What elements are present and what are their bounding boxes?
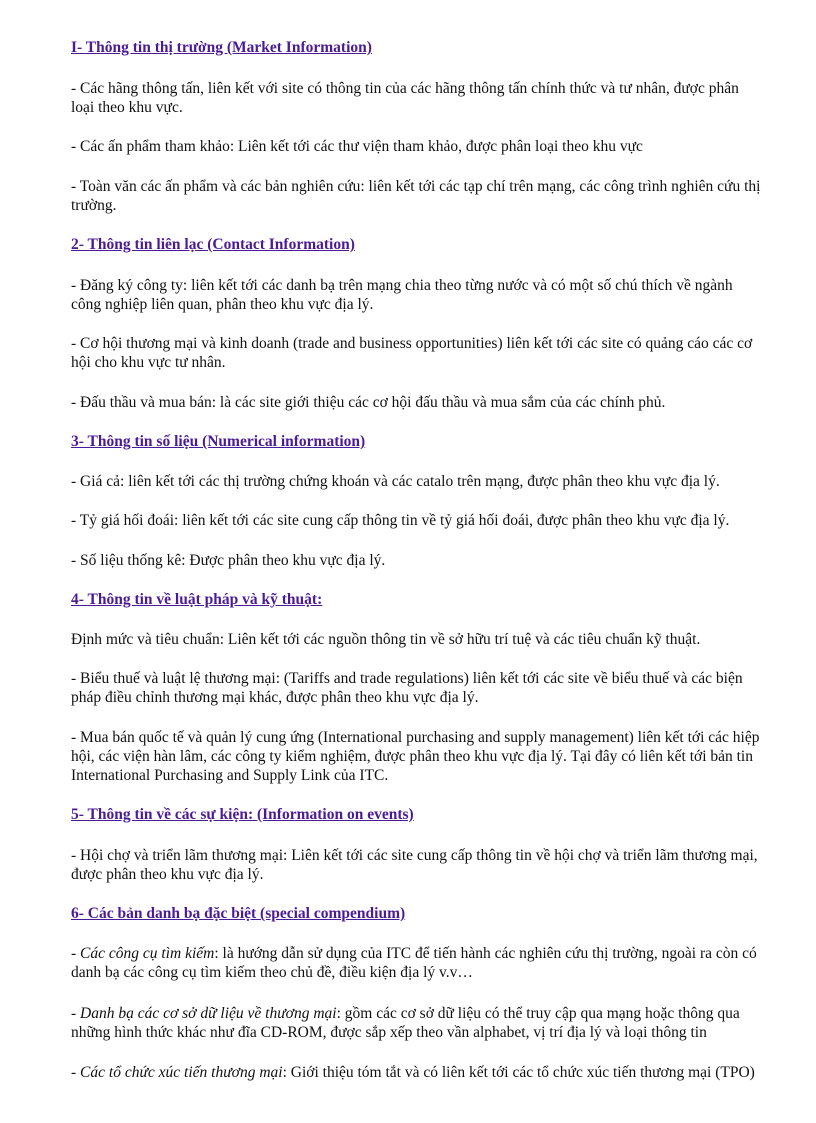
text-line: - Số liệu thống kê: Được phân theo khu vực địa lý.: [71, 552, 386, 569]
text-line: [71, 1005, 740, 1022]
section-heading-market-information: I- Thông tin thị trường (Market Information): [71, 39, 372, 56]
paragraph-prices: [71, 472, 781, 491]
paragraph-exchange-rates: [71, 511, 781, 530]
list-dash: -: [71, 1005, 81, 1022]
text-line: pháp điều chỉnh thương mại khác, được phân theo khu vực địa lý.: [71, 689, 479, 706]
paragraph-company-registration: [71, 276, 781, 314]
section-heading-numerical-information: 3- Thông tin số liệu (Numerical information): [71, 433, 366, 450]
text-line: hội cho khu vực tư nhân.: [71, 354, 226, 371]
text-line: - Hội chợ và triển lãm thương mại: Liên kết tới các site cung cấp thông tin về hội chợ và triển lãm thương mại,: [71, 847, 758, 864]
text-line: - Tỷ giá hối đoái: liên kết tới các site cung cấp thông tin về tỷ giá hối đoái, được phân theo khu vực địa lý.: [71, 512, 730, 529]
text-line: được phân theo khu vực địa lý.: [71, 866, 264, 883]
text-line: - Mua bán quốc tế và quản lý cung ứng (International purchasing and supply management) liên kết tới các hiệp: [71, 729, 760, 746]
text-line: - Các ấn phẩm tham khảo: Liên kết tới các thư viện tham khảo, được phân loại theo khu vực: [71, 138, 643, 155]
paragraph-search-tools: [71, 944, 781, 982]
paragraph-standards: [71, 630, 781, 649]
text-line: - Đấu thầu và mua bán: là các site giới thiệu các cơ hội đấu thầu và mua sắm của các chính phủ.: [71, 394, 666, 411]
text-fragment: : gồm các cơ sở dữ liệu có thể truy cập qua mạng hoặc thông qua: [336, 1005, 740, 1022]
section-heading-special-compendium: 6- Các bản danh bạ đặc biệt (special compendium): [71, 905, 406, 922]
text-line: danh bạ các công cụ tìm kiếm theo chủ đề, điều kiện địa lý v.v…: [71, 964, 473, 981]
italic-term: Các tổ chức xúc tiến thương mại: [80, 1064, 283, 1081]
section-heading-events: 5- Thông tin về các sự kiện: (Information on events): [71, 806, 414, 823]
paragraph-trade-opportunities: [71, 334, 781, 372]
text-line: công nghiệp liên quan, phân theo khu vực địa lý.: [71, 296, 374, 313]
text-line: - Các hãng thông tấn, liên kết với site có thông tin của các hãng thông tấn chính thức và tư nhân, được phân: [71, 80, 739, 97]
text-line: [71, 945, 757, 962]
paragraph-tariffs: [71, 669, 781, 707]
italic-term: Các công cụ tìm kiếm: [80, 945, 215, 962]
list-dash: -: [71, 1064, 81, 1081]
text-line: International Purchasing and Supply Link của ITC.: [71, 767, 389, 784]
italic-term: Danh bạ các cơ sở dữ liệu về thương mại: [80, 1005, 337, 1022]
text-line: hội, các viện hàn lâm, các công ty kiểm nghiệm, được phân theo khu vực địa lý. Tại đây có liên kết tới bản tin: [71, 748, 753, 765]
list-dash: -: [71, 945, 81, 962]
section-heading-contact-information: 2- Thông tin liên lạc (Contact Information): [71, 236, 355, 253]
text-line: - Giá cả: liên kết tới các thị trường chứng khoán và các catalo trên mạng, được phân theo khu vực địa lý.: [71, 473, 720, 490]
paragraph-statistics: [71, 551, 781, 570]
text-line: - Đăng ký công ty: liên kết tới các danh bạ trên mạng chia theo từng nước và có một số chú thích về ngành: [71, 277, 733, 294]
text-line: - Cơ hội thương mại và kinh doanh (trade and business opportunities) liên kết tới các site có quảng cáo các cơ: [71, 335, 753, 352]
text-line: loại theo khu vực.: [71, 99, 183, 116]
text-fragment: : là hướng dẫn sử dụng của ITC để tiến hành các nghiên cứu thị trường, ngoài ra còn có: [214, 945, 757, 962]
section-heading-legal-technical: 4- Thông tin về luật pháp và kỹ thuật:: [71, 591, 323, 608]
paragraph-full-text-publications: [71, 177, 781, 215]
paragraph-trade-fairs: [71, 846, 781, 884]
paragraph-trade-promotion-orgs: [71, 1063, 781, 1082]
paragraph-reference-publications: [71, 137, 781, 156]
text-fragment: : Giới thiệu tóm tắt và có liên kết tới các tổ chức xúc tiến thương mại (TPO): [282, 1064, 755, 1081]
text-line: Định mức và tiêu chuẩn: Liên kết tới các nguồn thông tin về sở hữu trí tuệ và các tiêu chuẩn kỹ thuật.: [71, 631, 701, 648]
text-line: những hình thức khác như đĩa CD-ROM, được sắp xếp theo vần alphabet, vị trí địa lý và loại thông tin: [71, 1024, 707, 1041]
text-line: - Biểu thuế và luật lệ thương mại: (Tariffs and trade regulations) liên kết tới các site về biểu thuế và các biện: [71, 670, 743, 687]
text-line: [71, 1064, 755, 1081]
text-line: - Toàn văn các ấn phẩm và các bản nghiên cứu: liên kết tới các tạp chí trên mạng, các công trình nghiên cứu thị: [71, 178, 761, 195]
paragraph-trade-databases: [71, 1004, 781, 1042]
paragraph-international-purchasing: [71, 728, 781, 785]
paragraph-tenders: [71, 393, 781, 412]
paragraph-news-agencies: [71, 79, 781, 117]
text-line: trường.: [71, 197, 117, 214]
